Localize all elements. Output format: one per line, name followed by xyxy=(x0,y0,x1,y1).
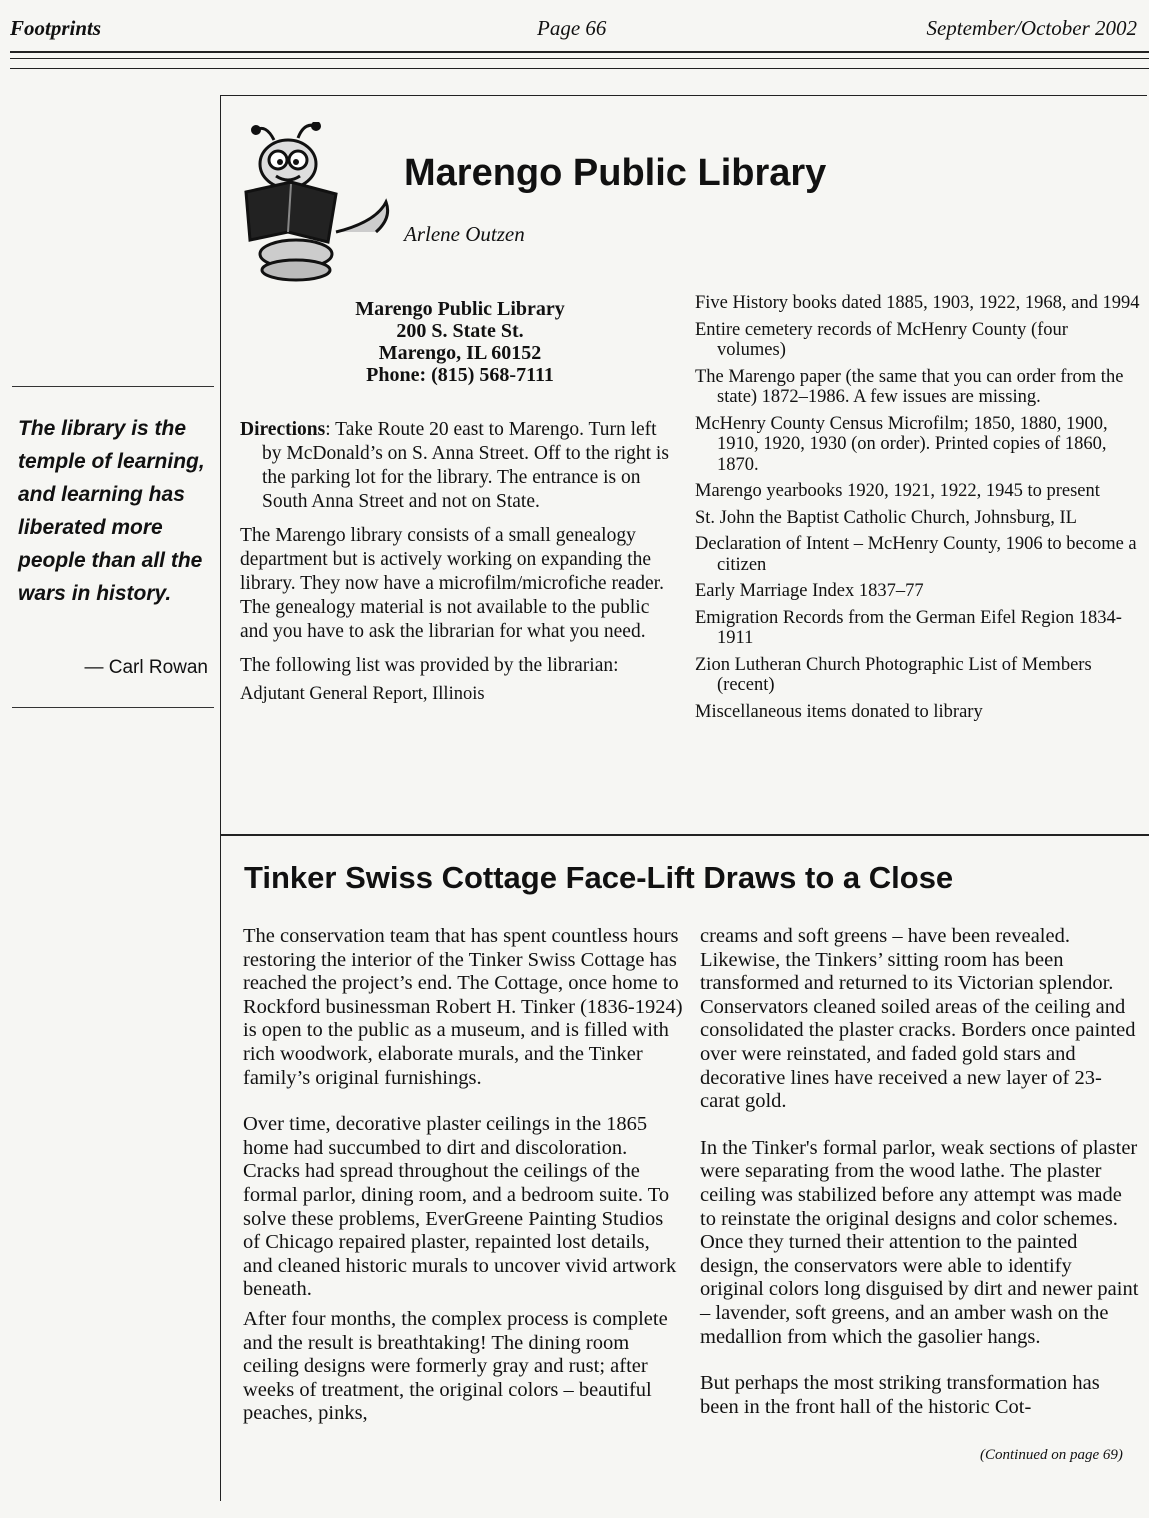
paragraph: The Marengo library consists of a small genealogy department but is actively working on expanding the library. They now have a microfilm/microfiche reader. The genealogy material is not available to the public and you have to ask the librarian for what you need. xyxy=(240,525,664,642)
list-item: Adjutant General Report, Illinois xyxy=(240,684,485,704)
header-rule xyxy=(10,51,1149,53)
address-line: 200 S. State St. xyxy=(396,320,524,342)
paragraph: In the Tinker's formal parlor, weak sections of plaster were separating from the wood lathe. The plaster ceiling was stabilized before any attempt was made to reinstate the original designs and color schemes. Once they turned their attention to the painted design, the conservators were able to identify original colors long disguised by dirt and newer paint – lavender, soft greens, and an amber wash on the medallion from which the gasolier hangs. xyxy=(700,1136,1139,1348)
address-line: Phone: (815) 568-7111 xyxy=(366,364,554,386)
tinker-article-title: Tinker Swiss Cottage Face-Lift Draws to a Close xyxy=(244,860,954,895)
continued-note: (Continued on page 69) xyxy=(980,1447,1123,1463)
list-item: Entire cemetery records of McHenry County (four volumes) xyxy=(695,319,1068,360)
publication-name: Footprints xyxy=(10,16,102,40)
library-resource-list xyxy=(695,293,1140,728)
list-item: Zion Lutheran Church Photographic List of Members (recent) xyxy=(695,654,1092,695)
page-number: Page 66 xyxy=(537,16,607,40)
paragraph: But perhaps the most striking transformation has been in the front hall of the historic Cot- xyxy=(700,1372,1100,1418)
header-rule-bottom xyxy=(10,68,1149,69)
issue-date: September/October 2002 xyxy=(926,16,1137,40)
quote-rule-top xyxy=(12,386,214,387)
tinker-right-column xyxy=(700,925,1140,1442)
tinker-left-column xyxy=(243,925,683,1449)
directions-label: Directions xyxy=(240,419,326,440)
library-article-author: Arlene Outzen xyxy=(404,222,525,246)
directions-text: : Take Route 20 east to Marengo. Turn left by McDonald’s on S. Anna Street. Off to the right is the parking lot for the library. The entrance is on South Anna Street and not on State. xyxy=(262,419,669,512)
address-line: Marengo Public Library xyxy=(355,298,565,320)
paragraph: The conservation team that has spent countless hours restoring the interior of the Tinker Swiss Cottage has reached the project’s end. The Cottage, once home to Rockford businessman Robert H. Tinker (1836-1924) is open to the public as a museum, and is filled with rich woodwork, elaborate murals, and the Tinker family’s original furnishings. xyxy=(243,925,683,1089)
list-item: Declaration of Intent – McHenry County, 1906 to become a citizen xyxy=(695,534,1137,575)
library-left-column xyxy=(240,418,680,716)
list-item: Emigration Records from the German Eifel Region 1834-1911 xyxy=(695,607,1122,648)
library-address xyxy=(240,298,680,386)
list-item: McHenry County Census Microfilm; 1850, 1880, 1900, 1910, 1920, 1930 (on order). Printed copies of 1860, 1870. xyxy=(695,413,1108,475)
paragraph: creams and soft greens – have been revealed. Likewise, the Tinkers’ sitting room has been transformed and returned to its Victorian splendor. Conservators cleaned soiled areas of the ceiling and consolidated the plaster cracks. Borders once painted over were reinstated, and faded gold stars and decorative lines have received a new layer of 23-carat gold. xyxy=(700,925,1136,1113)
paragraph: Over time, decorative plaster ceilings in the 1865 home had succumbed to dirt and discoloration. Cracks had spread throughout the ceilings of the formal parlor, dining room, and a bedroom suite. To solve these problems, EverGreene Painting Studios of Chicago repaired plaster, repainted lost details, and cleaned historic murals to uncover vivid artwork beneath. xyxy=(243,1113,677,1301)
quote-rule-bottom xyxy=(12,707,214,708)
sidebar-quote: The library is the temple of learning, and learning has liberated more people than all the wars in history. xyxy=(18,417,205,605)
header-rule-thin xyxy=(10,58,1149,59)
bookworm-reading-icon xyxy=(236,122,396,282)
directions xyxy=(240,418,680,514)
list-item: St. John the Baptist Catholic Church, Johnsburg, IL xyxy=(695,507,1077,528)
list-item: Miscellaneous items donated to library xyxy=(695,701,983,722)
paragraph: After four months, the complex process is complete and the result is breathtaking! The dining room ceiling designs were formerly gray and rust; after weeks of treatment, the original colors – beautiful peaches, pinks, xyxy=(243,1307,668,1425)
address-line: Marengo, IL 60152 xyxy=(378,342,542,364)
list-item: Marengo yearbooks 1920, 1921, 1922, 1945 to present xyxy=(695,481,1100,501)
list-item: Early Marriage Index 1837–77 xyxy=(695,581,924,601)
library-article-title: Marengo Public Library xyxy=(404,152,827,194)
quote-author: — Carl Rowan xyxy=(84,657,208,678)
list-item: Five History books dated 1885, 1903, 1922, 1968, and 1994 xyxy=(695,293,1140,313)
list-item: The Marengo paper (the same that you can order from the state) 1872–1986. A few issues are missing. xyxy=(695,366,1124,407)
paragraph: The following list was provided by the librarian: xyxy=(240,655,619,676)
section-divider xyxy=(220,834,1149,836)
